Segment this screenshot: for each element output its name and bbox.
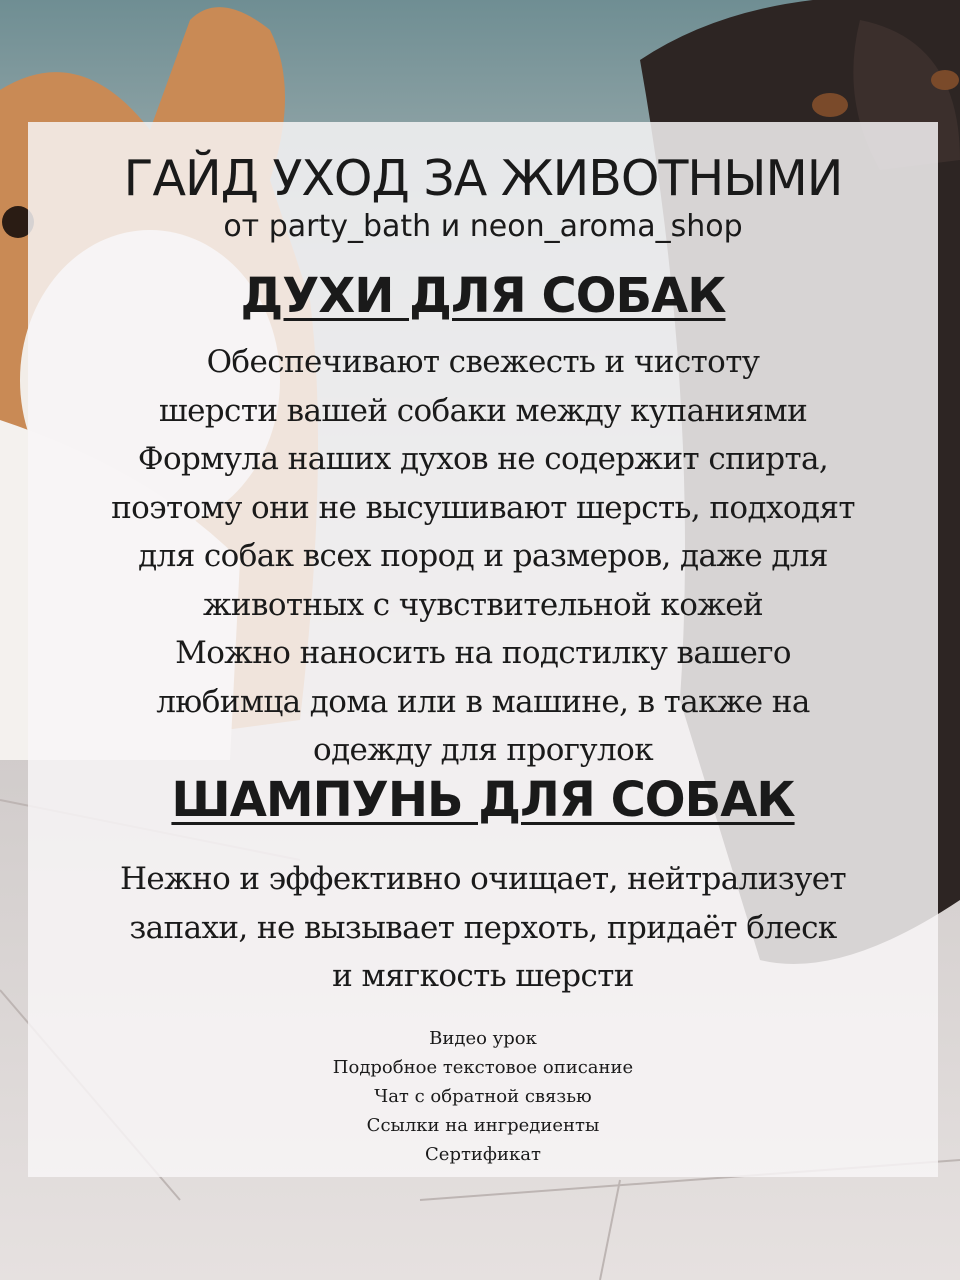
perfume-line: Обеспечивают свежесть и чистоту [206,344,760,380]
perfume-line: Формула наших духов не содержит спирта, [137,441,829,477]
shampoo-line: Нежно и эффективно очищает, нейтрализует [119,861,847,897]
shampoo-line: запахи, не вызывает перхоть, придаёт блеск [129,909,837,946]
feature-item: Сертификат [425,1144,541,1165]
feature-item: Видео урок [429,1028,537,1049]
guide-card [28,122,938,1177]
perfume-line: любимца дома или в машине, в также на [156,683,810,720]
feature-item: Подробное текстовое описание [332,1057,634,1078]
shampoo-description [28,855,938,1001]
perfume-line: шерсти вашей собаки между купаниями [158,392,808,429]
perfume-line: одежду для прогулок [313,732,653,768]
perfume-description [28,338,938,775]
guide-title: ГАЙД УХОД ЗА ЖИВОТНЫМИ [123,150,843,207]
perfume-line: животных с чувствительной кожей [202,586,764,623]
perfume-line: Можно наносить на подстилку вашего [175,635,791,671]
perfume-line: поэтому они не высушивают шерсть, подходят [111,489,855,526]
perfume-line: для собак всех пород и размеров, даже для [138,538,828,574]
shampoo-heading [28,772,938,828]
shampoo-heading-text: ШАМПУНЬ ДЛЯ СОБАК [171,772,795,828]
feature-item: Чат с обратной связью [374,1086,592,1107]
features-list [28,1024,938,1169]
guide-subtitle: от party_bath и neon_aroma_shop [223,209,743,244]
perfume-heading-text: ДУХИ ДЛЯ СОБАК [240,268,726,324]
shampoo-line: и мягкость шерсти [332,958,634,994]
perfume-heading [28,268,938,324]
feature-item: Ссылки на ингредиенты [366,1115,600,1136]
